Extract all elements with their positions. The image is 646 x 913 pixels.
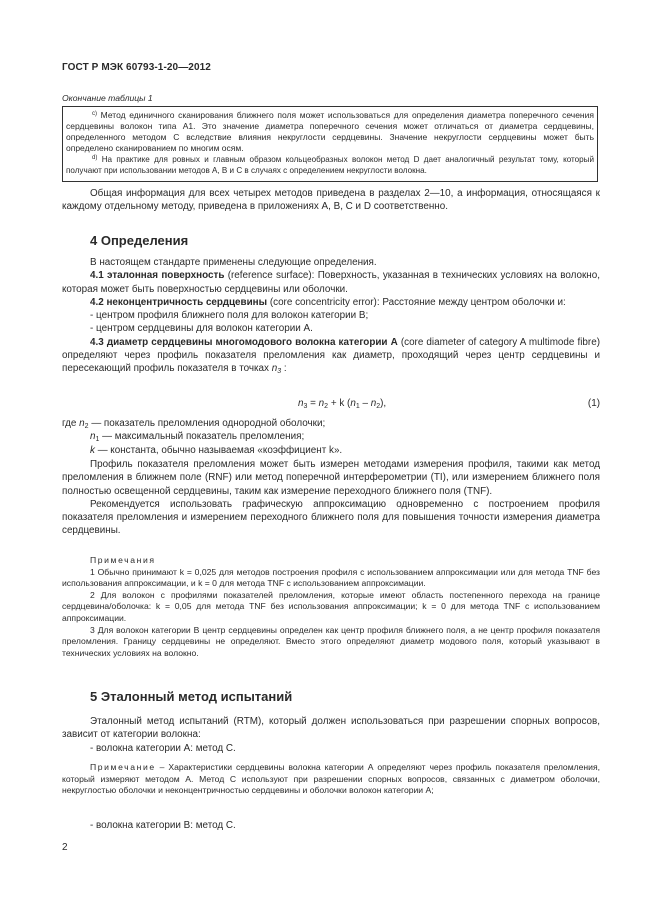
footnote-d: [66, 154, 594, 176]
section-4-heading: 4 Определения: [90, 233, 189, 248]
section-5-paragraph: Эталонный метод испытаний (RTM), который должен использоваться при разрешении спорных вопросов, зависит от категории волокна:: [62, 716, 600, 741]
definition-4-1-text: (reference surface): Поверхность, указанная в технических условиях на волокно, которая может быть поверхностью сердцевины или оболочки.: [62, 270, 600, 295]
section-5-note-label: Примечание: [90, 762, 156, 772]
footnote-c: [66, 110, 594, 154]
footnote-c-text: Метод единичного сканирования ближнего поля может использоваться для определения диаметра поперечного сечения сердцевины волокон типа А1. Это значение диаметра поперечного сечения может отличаться от диаметра сердцевины, определенного методом С вследствие влияния некруглости сердцевины. Значение некруглости сердцевины может быть определено сканированием по многим осям.: [66, 110, 594, 153]
definition-4-3-text: (core diameter of category A multimode fibre) определяют через профиль показателя преломления как диаметр, проходящий через центр сердцевины и пересекающий профиль показателя в точках: [62, 336, 600, 375]
formula-expression: $n_3 = n_2 + k$ $(n_1 - n_2)$,: [298, 398, 387, 410]
definition-4-3-n3: $n_3$: [271, 363, 282, 376]
section-5-item-b: - волокна категории В: метод С.: [90, 820, 236, 831]
profile-paragraphs: [62, 458, 600, 538]
definition-4-2: [62, 296, 600, 309]
where-n2: где $n_2$ — показатель преломления однородной оболочки;: [62, 418, 326, 430]
formula-number: (1): [587, 398, 600, 409]
footnote-d-mark: d): [92, 155, 98, 161]
section-4-notes: [62, 555, 600, 659]
where-k: k — константа, обычно называемая «коэффициент k».: [90, 444, 343, 456]
definition-4-2-item-1: - центром профиля ближнего поля для волокон категории В;: [90, 310, 369, 322]
note-1: 1 Обычно принимают k = 0,025 для методов построения профиля с использованием аппроксимации или для метода TNF без использования аппроксимации, и k = 0 для метода TNF с использованием аппроксимации.: [62, 566, 600, 589]
definition-4-2-item-2: - центром сердцевины для волокон категории А.: [90, 323, 313, 335]
table-footnotes-box: [62, 106, 598, 182]
where-n1: $n_1$ — максимальный показатель преломления;: [90, 431, 305, 444]
table-continuation-label: Окончание таблицы 1: [62, 93, 153, 103]
page-number: 2: [62, 842, 68, 853]
section-5-item-a: - волокна категории А: метод С.: [90, 742, 236, 754]
note-3: 3 Для волокон категории В центр сердцевины определен как центр профиля ближнего поля, а не центр профиля показателя преломления. Границу сердцевины не определяют. Вместо этого определяют диаметр модового поля, который указывают в технических условиях на волокно.: [62, 624, 600, 658]
definition-4-2-text: (core concentricity error): Расстояние между центром оболочки и:: [269, 296, 566, 308]
note-2: 2 Для волокон с профилями показателей преломления, которые имеют область постепенного перехода на границе сердцевина/оболочка: k = 0,05 для метода TNF без использования аппроксимации; k = 0 для метода TNF с использованием аппроксимации.: [62, 589, 600, 623]
definition-4-2-term: 4.2 неконцентричность сердцевины: [90, 296, 268, 308]
document-header: ГОСТ Р МЭК 60793-1-20—2012: [62, 62, 211, 73]
section-5-note: [62, 762, 600, 797]
intro-block: [62, 187, 600, 214]
formula-explanation: [62, 417, 600, 457]
definition-4-1: [62, 269, 600, 296]
intro-paragraph: Общая информация для всех четырех методов приведена в разделах 2—10, а информация, относящаяся к каждому отдельному методу, приведена в приложениях А, В, С и D соответственно.: [62, 188, 600, 213]
section-5-note-text: Примечание – Характеристики сердцевины волокна категории А определяют через профиль показателя преломления, который измеряют методом А. Метод С используют при разрешении спорных вопросов, связанных с диаметром оболочки, некруглостью оболочки и неконцентричностью сердцевины и оболочки волокон категории А;: [62, 762, 600, 796]
definition-4-3: 4.3 диаметр сердцевины многомодового волокна категории А (core diameter of category A multimode fibre) определяют через профиль показателя преломления как диаметр, проходящий через центр сердцевины и пересекающий профиль показателя в точках $n_3$ :: [62, 336, 600, 376]
footnote-c-mark: c): [92, 111, 97, 117]
notes-title: Примечания: [90, 555, 156, 565]
section-4-definitions: [62, 256, 600, 376]
section-5-body: [62, 715, 600, 755]
section-5-heading: 5 Эталонный метод испытаний: [90, 689, 293, 704]
recommend-paragraph: Рекомендуется использовать графическую аппроксимацию одновременно с построением профиля показателя преломления и измерением переходного ближнего поля для повышения точности измерения диаметра сердцевины.: [62, 498, 600, 537]
definition-4-3-term: 4.3 диаметр сердцевины многомодового волокна категории А: [90, 336, 398, 348]
section-4-intro: В настоящем стандарте применены следующие определения.: [90, 257, 377, 268]
footnote-d-text: На практике для ровных и главным образом кольцеобразных волокон метод D дает аналогичный результат тому, который получают при использовании методов А, В и С в случаях с определением некруглости волокна.: [66, 155, 594, 175]
definition-4-1-term: 4.1 эталонная поверхность: [90, 270, 225, 282]
section-5-item-b-block: [62, 819, 600, 832]
profile-paragraph: Профиль показателя преломления может быть измерен методами измерения профиля, такими как метод преломления в ближнем поле (RNF) или метод поперечной интерферометрии (TI), или измерением ближнего поля полностью освещенной сердцевины, таким как измерение переходного ближнего поля (TNF).: [62, 459, 600, 497]
